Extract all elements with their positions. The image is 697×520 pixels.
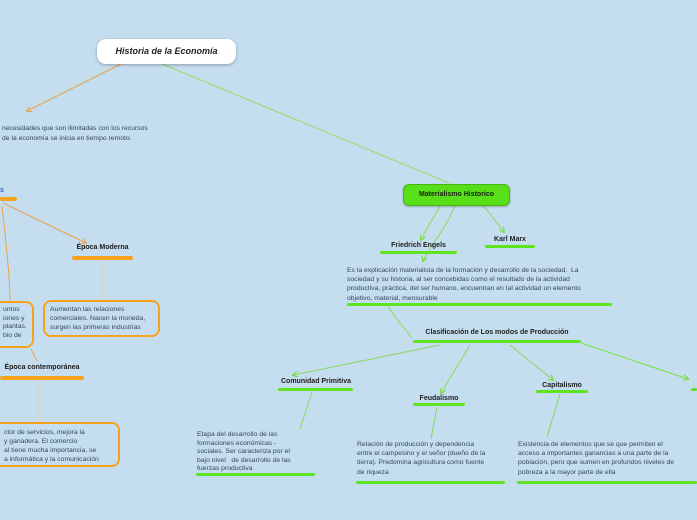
note-materialismo-desc[interactable]: Es la explicación materialista de la formación y desarrollo de la sociedad. La sociedad y su historia, al ser concebidas como el resultado de la actividad productiva, práctica, del ser humano, encuentran en tal actividad un elemento objetivo, material, mensurable [347,267,581,302]
topic-karl-marx-underline [485,245,535,248]
note-box-clipped-bottom[interactable] [0,422,120,467]
note-capitalismo-desc-underline [517,481,697,484]
root-topic-historia-economia[interactable]: Historia de la Economía [97,39,236,64]
topic-capitalismo[interactable]: Capitalismo [542,382,582,389]
note-box-aumentan-text: Aumentan las relaciones comerciales. Nacen la moneda, surgen las primeras industrias [50,306,146,331]
note-materialismo-desc-underline [347,303,612,306]
note-box-clipped-top[interactable] [0,301,34,348]
topic-friedrich-engels[interactable]: Friedrich Engels [391,242,446,249]
topic-karl-marx[interactable]: Karl Marx [494,236,526,243]
topic-comunidad-primitiva-underline [278,388,353,391]
topic-clasificacion-underline [413,340,581,343]
topic-right-edge-clipped-underline[interactable] [691,388,697,391]
topic-capitalismo-underline [536,390,588,393]
topic-feudalismo-underline [413,403,465,406]
topic-epoca-contemporanea-underline [0,376,84,380]
topic-epoca-moderna[interactable]: Época Moderna [76,244,129,251]
note-capitalismo-desc[interactable]: Existencia de elementos que se que permiten el acceso a importantes ganancias a una parte de la población, pero que sumen en profundos niveles de pobreza a la mayor parte de ella [518,441,675,476]
topic-feudalismo[interactable]: Feudalismo [419,395,459,402]
topic-left-edge-underline [0,197,17,201]
note-box-clipped-bottom-text: ctor de servicios, mejora la y ganadera. El comercio al tiene mucha importancia, se a informática y la comunicación [4,429,99,463]
topic-epoca-moderna-underline [72,256,133,260]
note-feudalismo-desc[interactable]: Relación de producción y dependencia entre el campesino y el señor (dueño de la tierra). Predomina agricultura como fuente de riqueza [357,441,486,476]
topic-epoca-contemporanea[interactable]: Época contemporánea [4,364,80,371]
note-feudalismo-desc-underline [356,481,505,484]
topic-clasificacion-modos-produccion[interactable]: Clasificación de Los modos de Producción [425,329,569,336]
note-box-clipped-top-text: untos iones y plantas. bio de [3,306,27,339]
note-comunidad-desc-underline [196,473,315,476]
note-necesidades[interactable]: necesidades que son ilimitadas con los recursos de la economía se inicia en tiempo remoto. [2,125,148,142]
note-comunidad-desc[interactable]: Etapa del desarrollo de las formaciones económicas - sociales. Ser caracteriza por el bajo nivel de desarrollo de las fuerzas productiva [197,431,291,473]
topic-materialismo-historico[interactable]: Materialismo Historico [403,184,510,206]
topic-friedrich-engels-underline [380,251,457,254]
topic-left-edge-clipped[interactable]: s [0,187,4,194]
note-box-aumentan[interactable] [43,300,160,337]
topic-comunidad-primitiva[interactable]: Comunidad Primitiva [280,378,351,385]
